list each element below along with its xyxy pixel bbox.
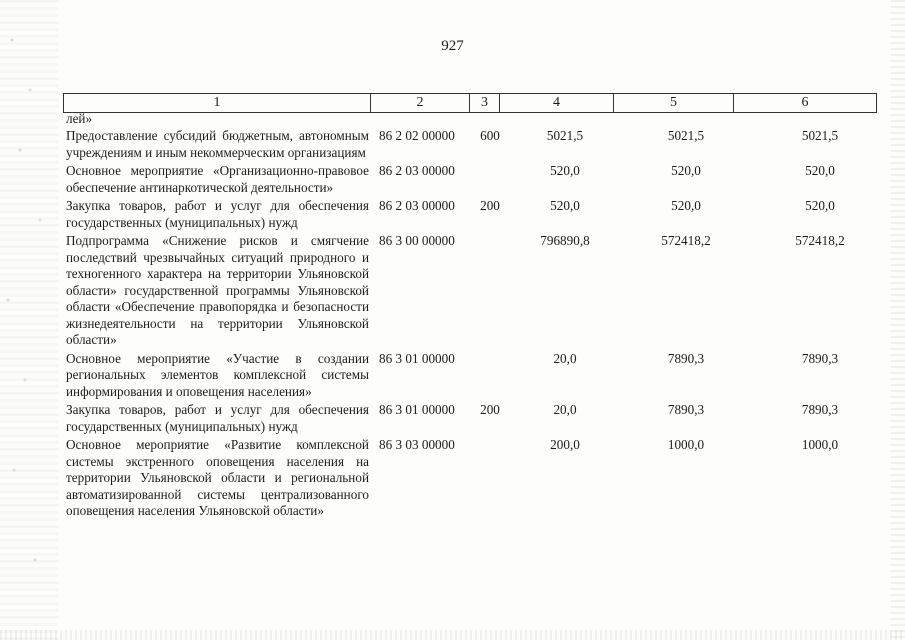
row-code: 86 2 02 00000: [379, 128, 455, 143]
row-name: Предоставление субсидий бюджетным, автономным учреждениям и иным некоммерческим организациям: [66, 128, 369, 160]
header-col-6: 6: [801, 95, 809, 110]
row-code: 86 3 01 00000: [379, 402, 455, 417]
table-row: [66, 233, 886, 349]
scan-edge-right-noise: [891, 0, 905, 640]
row-name: Основное мероприятие «Организационно-правовое обеспечение антинаркотической деятельности»: [66, 163, 369, 195]
row-type: [475, 163, 505, 196]
row-value-col5: 520,0: [671, 163, 701, 178]
header-col-2: 2: [371, 94, 470, 112]
row-name: Подпрограмма «Снижение рисков и смягчение последствий чрезвычайных ситуаций природного и техногенного характера на территории Ульяновской области» государственной программы Ульяновской области «Обеспечение правопорядка и безопасности жизнедеятельности на территории Ульяновской области»: [66, 233, 369, 347]
row-value-col5: 1000,0: [667, 437, 705, 452]
row-type: [475, 233, 505, 349]
row-type: 200: [480, 198, 500, 213]
row-type: [475, 351, 505, 401]
row-name: Основное мероприятие «Участие в создании региональных элементов комплексной системы информирования и оповещения населения»: [66, 350, 369, 399]
row-value-col6: 1000,0: [801, 437, 839, 452]
table-row: [66, 402, 886, 435]
row-value-col6: 7890,3: [801, 350, 839, 366]
scan-bottom-noise: [0, 630, 905, 640]
table-row: [66, 351, 886, 401]
row-value-col5: 7890,3: [667, 350, 705, 366]
row-value-col5: 7890,3: [667, 402, 705, 417]
row-value-col6: 572418,2: [795, 233, 845, 248]
row-type: 600: [480, 128, 500, 143]
table-row: [66, 128, 886, 161]
row-value-col4: 200,0: [550, 437, 580, 452]
row-value-col4: 5021,5: [546, 128, 584, 143]
row-code: 86 3 03 00000: [379, 437, 455, 452]
row-type: 200: [480, 402, 500, 417]
page-number: 927: [441, 38, 464, 54]
row-value-col5: 572418,2: [661, 233, 711, 248]
header-col-3: 3: [470, 94, 500, 112]
table-row: [66, 437, 886, 520]
row-code: 86 2 03 00000: [379, 198, 455, 213]
row-value-col6: 5021,5: [801, 128, 839, 143]
row-name: Основное мероприятие «Развитие комплексной системы экстренного оповещения населения на территории Ульяновской области и региональной автоматизированной системы централизованного оповещения населения Ульяновской области»: [66, 437, 369, 518]
header-col-1: 1: [64, 94, 371, 112]
row-code: 86 3 00 00000: [379, 233, 455, 248]
row-name: Закупка товаров, работ и услуг для обеспечения государственных (муниципальных) нужд: [66, 402, 369, 434]
table-row: [66, 163, 886, 196]
header-col-4: 4: [500, 94, 614, 112]
table-body: [66, 128, 886, 522]
scan-edge-noise: [0, 0, 58, 640]
row-value-col6: 520,0: [805, 163, 835, 178]
row-value-col6: 7890,3: [801, 402, 839, 417]
row-value-col4: 20,0: [553, 402, 577, 417]
row-value-col4: 20,0: [553, 350, 577, 366]
continued-text: лей»: [66, 111, 93, 126]
header-col-5: 5: [614, 94, 734, 112]
row-value-col4: 796890,8: [540, 233, 590, 248]
row-value-col5: 5021,5: [667, 128, 705, 143]
row-code: 86 2 03 00000: [379, 163, 455, 178]
row-value-col4: 520,0: [550, 198, 580, 213]
row-code: 86 3 01 00000: [379, 350, 455, 366]
row-value-col5: 520,0: [671, 198, 701, 213]
table-row: [66, 198, 886, 231]
row-value-col4: 520,0: [550, 163, 580, 178]
row-value-col6: 520,0: [805, 198, 835, 213]
row-type: [475, 437, 505, 520]
table-header: [63, 93, 877, 113]
row-name: Закупка товаров, работ и услуг для обеспечения государственных (муниципальных) нужд: [66, 198, 369, 230]
